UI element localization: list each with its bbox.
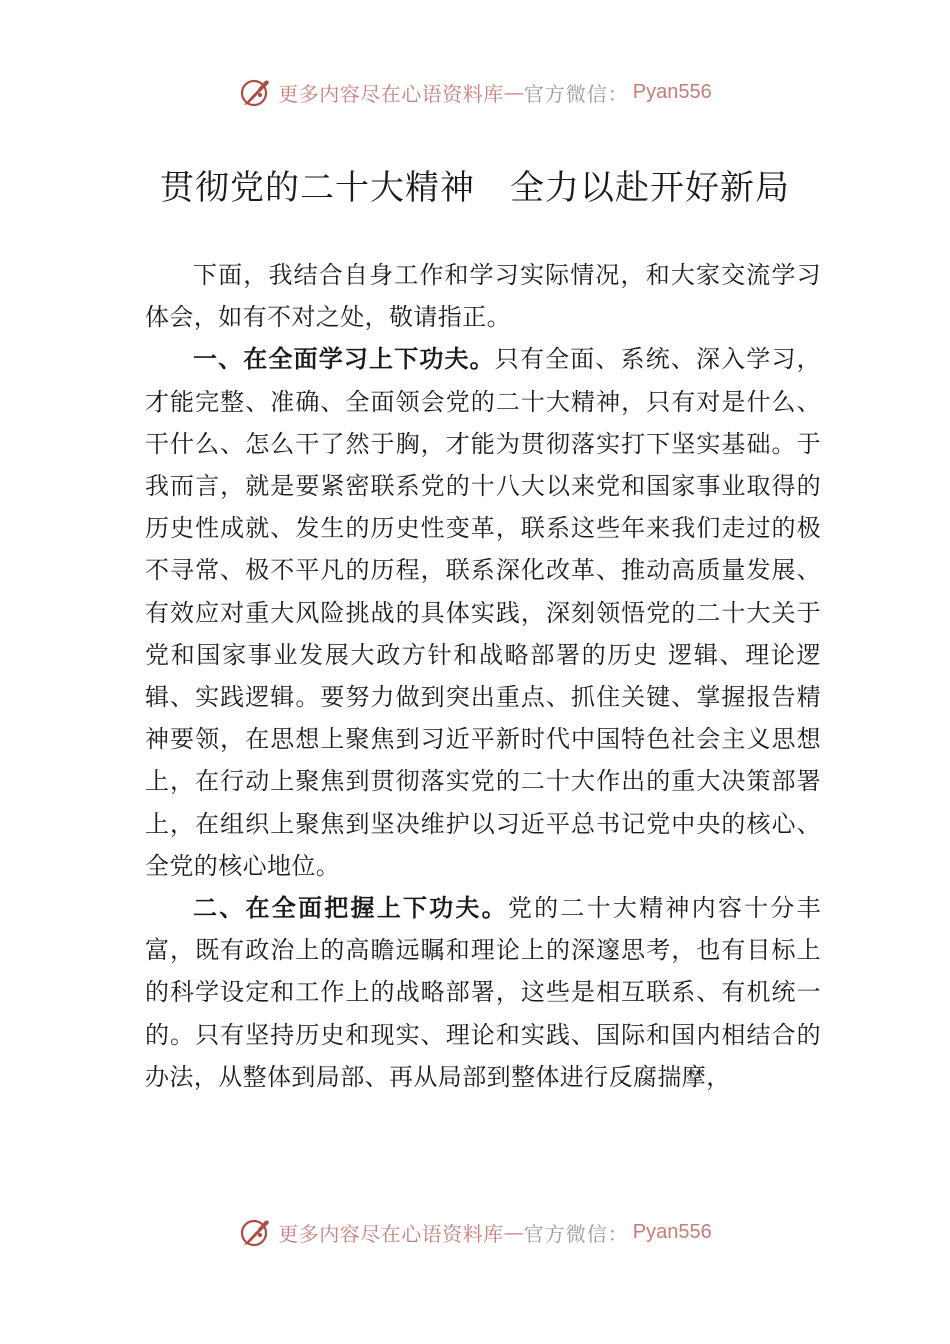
quill-logo-icon: [238, 1215, 272, 1249]
intro-paragraph: 下面，我结合自身工作和学习实际情况，和大家交流学习体会，如有不对之处，敬请指正。: [145, 261, 821, 332]
document-title: 贯彻党的二十大精神 全力以赴开好新局: [160, 168, 790, 208]
wechat-id: Pyan556: [632, 1220, 712, 1243]
wechat-label: 官方微信：: [523, 1221, 629, 1246]
header-banner: [0, 72, 950, 112]
section-1-heading: 一、在全面学习上下功夫。: [193, 345, 495, 374]
quill-logo-icon: [238, 75, 272, 109]
section-2-heading: 二、在全面把握上下功夫。: [193, 894, 508, 923]
section-1-body: 只有全面、系统、深入学习，才能完整、准确、全面领会党的二十大精神，只有对是什么、干什么、怎么干了然于胸，才能为贯彻落实打下坚实基础。于我而言，就是要紧密联系党的十八大以来党和国家事业取得的历史性成就、发生的历史性变革，联系这些年来我们走过的极不寻常、极不平凡的历程，联系深化改革、推动高质量发展、有效应对重大风险挑战的具体实践，深刻领悟党的二十大关于党和国家事业发展大政方针和战略部署的历史 逻辑、理论逻辑、实践逻辑。要努力做到突出重点、抓住关键、掌握报告精神要领，在思想上聚焦到习近平新时代中国特色社会主义思想上，在行动上聚焦到贯彻落实党的二十大作出的重大决策部署上，在组织上聚焦到坚决维护以习近平总书记党中央的核心、全党的核心地位。: [145, 345, 821, 880]
banner-separator: —: [503, 1220, 524, 1244]
section-2-paragraph: [145, 887, 821, 1098]
document-body: [145, 254, 821, 1098]
banner-separator: —: [503, 80, 524, 104]
wechat-id: Pyan556: [632, 80, 712, 103]
section-1-paragraph: [145, 338, 821, 887]
footer-banner: [0, 1212, 950, 1252]
wechat-label: 官方微信：: [523, 81, 629, 106]
brand-text: 更多内容尽在心语资料库: [278, 81, 504, 106]
brand-text: 更多内容尽在心语资料库: [278, 1221, 504, 1246]
section-2-body: 党的二十大精神内容十分丰富，既有政治上的高瞻远瞩和理论上的深邃思考，也有目标上的科学设定和工作上的战略部署，这些是相互联系、有机统一的。只有坚持历史和现实、理论和实践、国际和国内相结合的办法，从整体到局部、再从局部到整体进行反腐揣摩，: [145, 894, 821, 1091]
